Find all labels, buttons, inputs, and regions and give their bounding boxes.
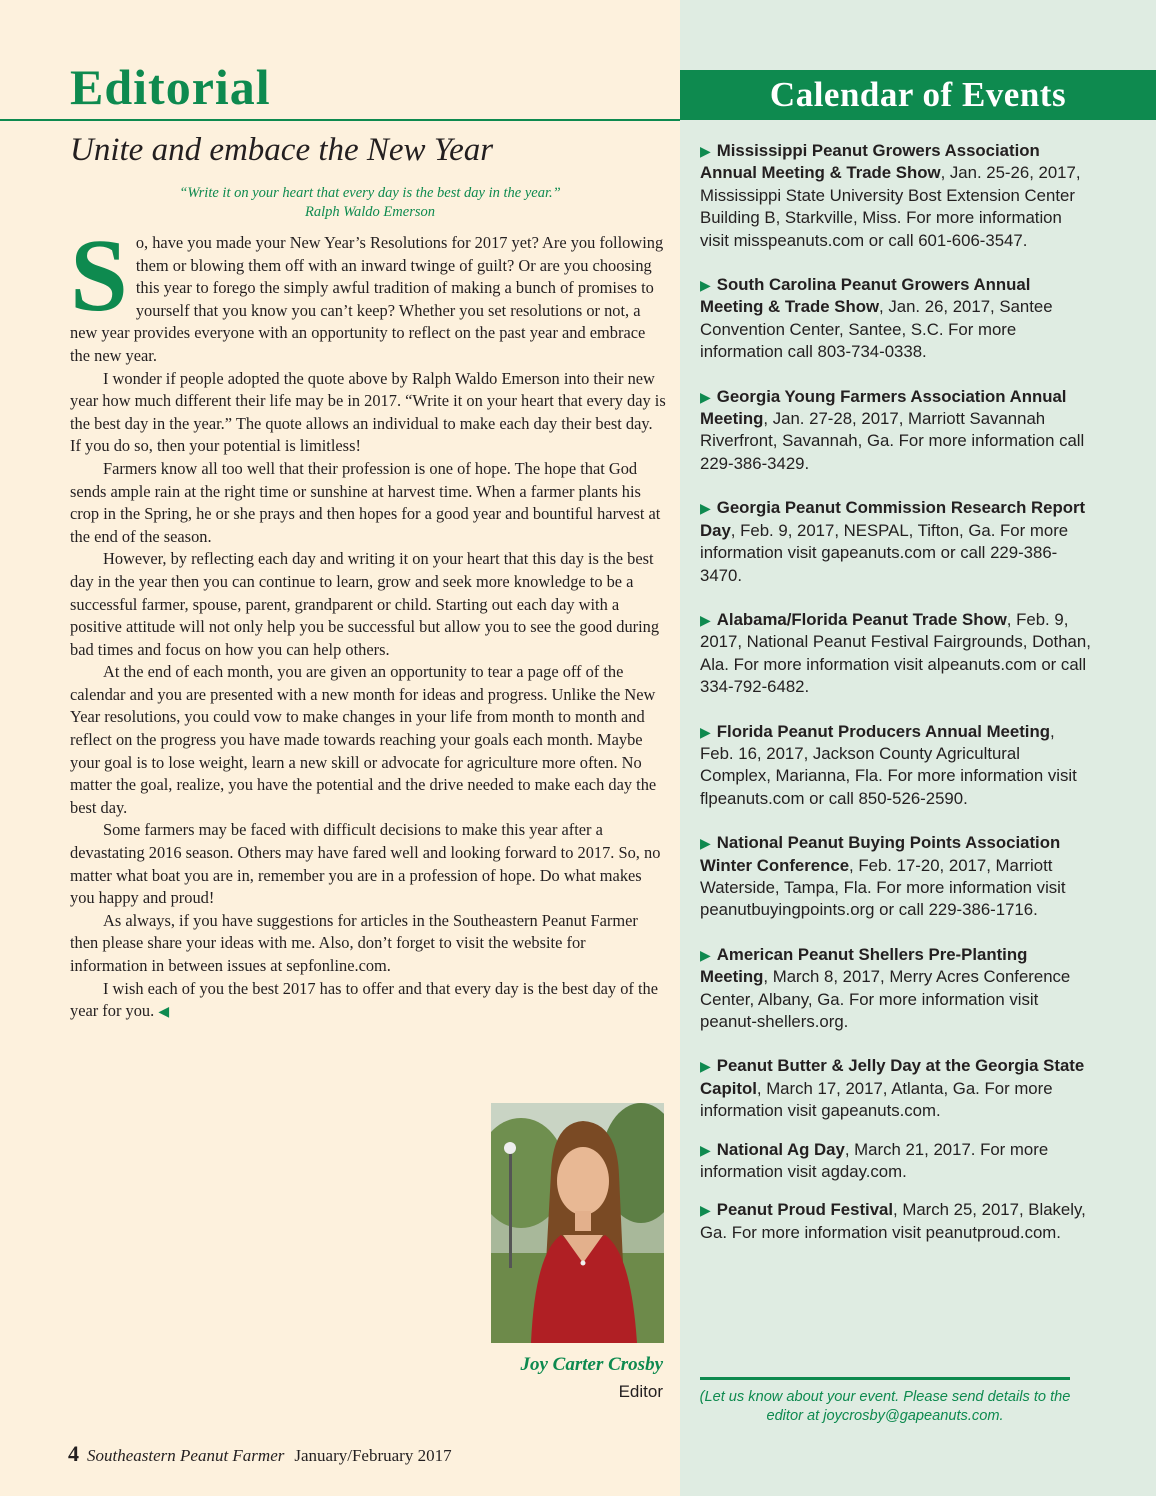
event-details: , Jan. 26, 2017, Santee Convention Center, Santee, S.C. For more information call 803-734-0338. (700, 297, 1053, 362)
editor-photo (491, 1103, 664, 1343)
list-item (700, 140, 1092, 252)
article-body (70, 218, 666, 1025)
event-details: , March 21, 2017. For more information visit agday.com. (700, 1139, 1049, 1182)
list-item (700, 497, 1092, 587)
arrow-icon: ▶ (700, 1202, 711, 1219)
paragraph: So, have you made your New Year’s Resolutions for 2017 yet? Are you following them or blowing them off with an inward twinge of guilt? Or are you choosing this year to forego the simply awful tradition of making a bunch of promises to yourself that you know you can’t keep? Whether you set resolutions or not, a new year provides everyone with an opportunity to reflect on the past year and embrace the new year. (70, 218, 664, 365)
event-name: Alabama/Florida Peanut Trade Show (716, 609, 1007, 629)
event-details: , March 25, 2017, Blakely, Ga. For more information visit peanutproud.com. (700, 1200, 1086, 1242)
quote-author: Ralph Waldo Emerson (305, 204, 435, 220)
event-details: , Feb. 9, 2017, NESPAL, Tifton, Ga. For more information visit gapeanuts.com or call 229-386-3470. (700, 520, 1069, 585)
calendar-note: (Let us know about your event. Please send details to the editor at joycrosby@gapeanuts.com. (699, 1389, 1071, 1424)
arrow-icon: ▶ (700, 611, 711, 628)
arrow-icon: ▶ (700, 143, 711, 159)
paragraph: As always, if you have suggestions for articles in the Southeastern Peanut Farmer then please share your ideas with me. Also, don’t forget to visit the website for information in between issues at sepfonline.com. (70, 910, 638, 975)
arrow-icon: ▶ (700, 1141, 711, 1158)
editor-title: Editor (618, 1382, 663, 1401)
page-number: 4 (68, 1441, 79, 1466)
arrow-icon: ▶ (700, 835, 711, 852)
list-item (700, 1139, 1092, 1184)
event-name: Mississippi Peanut Growers Association Annual Meeting & Trade Show (700, 141, 1040, 183)
event-name: American Peanut Shellers Pre-Planting Meeting (700, 944, 1028, 987)
list-item (700, 609, 1092, 699)
event-name: Florida Peanut Producers Annual Meeting (716, 721, 1050, 741)
paragraph: I wish each of you the best 2017 has to offer and that every day is the best day of the year for you. ◀ (70, 978, 659, 1021)
issue-date: January/February 2017 (294, 1446, 452, 1465)
page-footer (68, 1441, 452, 1467)
end-mark-icon: ◀ (158, 1005, 170, 1021)
list-item (700, 721, 1092, 811)
article-headline: Unite and embace the New Year (70, 132, 494, 168)
drop-cap: S (70, 218, 128, 333)
paragraph: I wonder if people adopted the quote above by Ralph Waldo Emerson into their new year how much different their life may be in 2017. “Write it on your heart that every day is the best day in the year.” The quote allows an individual to make each day their best day. If you do so, then your potential is limitless! (70, 368, 666, 456)
pull-quote (70, 184, 670, 222)
event-name: South Carolina Peanut Growers Annual Meeting & Trade Show (700, 275, 1031, 317)
event-details: , Feb. 17-20, 2017, Marriott Waterside, Tampa, Fla. For more information visit peanutbuyingpoints.org or call 229-386-1716. (700, 855, 1066, 920)
event-name: Peanut Butter & Jelly Day at the Georgia State Capitol (700, 1056, 1085, 1098)
calendar-divider (700, 1377, 1070, 1380)
event-name: Georgia Young Farmers Association Annual Meeting (700, 386, 1067, 429)
paragraph: At the end of each month, you are given an opportunity to tear a page off of the calendar and you are presented with a new month for ideas and progress. Unlike the New Year resolutions, you could vow to make changes in your life from month to month and reflect on the progress you have made towards reaching your goals each month. Maybe your goal is to lose weight, learn a new skill or advocate for agriculture more often. No matter the goal, realize, you have the potential and the drive needed to make each day the best day. (70, 662, 657, 817)
list-item (700, 832, 1092, 922)
paragraph: Farmers know all too well that their profession is one of hope. The hope that God sends ample rain at the right time or sunshine at harvest time. When a farmer plants his crop in the Spring, he or she prays and then hopes for a good year and bountiful harvest at the end of the season. (70, 458, 661, 546)
list-item (700, 1199, 1092, 1244)
arrow-icon: ▶ (700, 946, 711, 963)
event-details: , Feb. 9, 2017, National Peanut Festival Fairgrounds, Dothan, Ala. For more information visit alpeanuts.com or call 334-792-6482. (700, 609, 1091, 697)
list-item (700, 386, 1092, 476)
list-item (700, 274, 1092, 364)
event-name: National Ag Day (716, 1139, 845, 1159)
section-title: Editorial (70, 59, 271, 115)
arrow-icon: ▶ (700, 1058, 711, 1075)
events-list (700, 140, 1092, 1244)
list-item (700, 1055, 1092, 1122)
arrow-icon: ▶ (700, 723, 711, 740)
event-name: Peanut Proud Festival (716, 1200, 894, 1220)
event-details: , March 17, 2017, Atlanta, Ga. For more information visit gapeanuts.com. (700, 1078, 1053, 1121)
paragraph: However, by reflecting each day and writing it on your heart that this day is the best day in the year then you can continue to learn, grow and seek more knowledge to be a successful farmer, spouse, parent, grandparent or child. Starting out each day with a positive attitude will not only help you be successful but allow you to see the good during bad times and focus on how you can help others. (70, 549, 660, 659)
event-details: , Feb. 16, 2017, Jackson County Agricultural Complex, Marianna, Fla. For more information visit flpeanuts.com or call 850-526-2590. (700, 721, 1077, 808)
event-name: National Peanut Buying Points Association Winter Conference (700, 833, 1061, 875)
list-item (700, 944, 1092, 1034)
section-divider (0, 119, 680, 121)
publication-name: Southeastern Peanut Farmer (87, 1446, 285, 1465)
editor-signature: Joy Carter Crosby (520, 1354, 663, 1375)
event-details: , Jan. 25-26, 2017, Mississippi State University Bost Extension Center Building B, Starkville, Miss. For more information visit misspeanuts.com or call 601-606-3547. (700, 163, 1081, 250)
paragraph: Some farmers may be faced with difficult decisions to make this year after a devastating 2016 season. Others may have fared well and looking forward to 2017. So, no matter what boat you are in, remember you are in a profession of hope. Do what makes you happy and proud! (70, 820, 661, 908)
event-name: Georgia Peanut Commission Research Report Day (700, 498, 1086, 540)
calendar-title: Calendar of Events (680, 70, 1156, 120)
quote-text: “Write it on your heart that every day is the best day in the year.” (179, 185, 561, 201)
event-details: , March 8, 2017, Merry Acres Conference Center, Albany, Ga. For more information visit peanut-shellers.org. (700, 967, 1071, 1031)
event-details: , Jan. 27-28, 2017, Marriott Savannah Riverfront, Savannah, Ga. For more information call 229-386-3429. (700, 409, 1085, 473)
arrow-icon: ▶ (700, 277, 711, 294)
arrow-icon: ▶ (700, 500, 711, 517)
arrow-icon: ▶ (700, 388, 711, 405)
